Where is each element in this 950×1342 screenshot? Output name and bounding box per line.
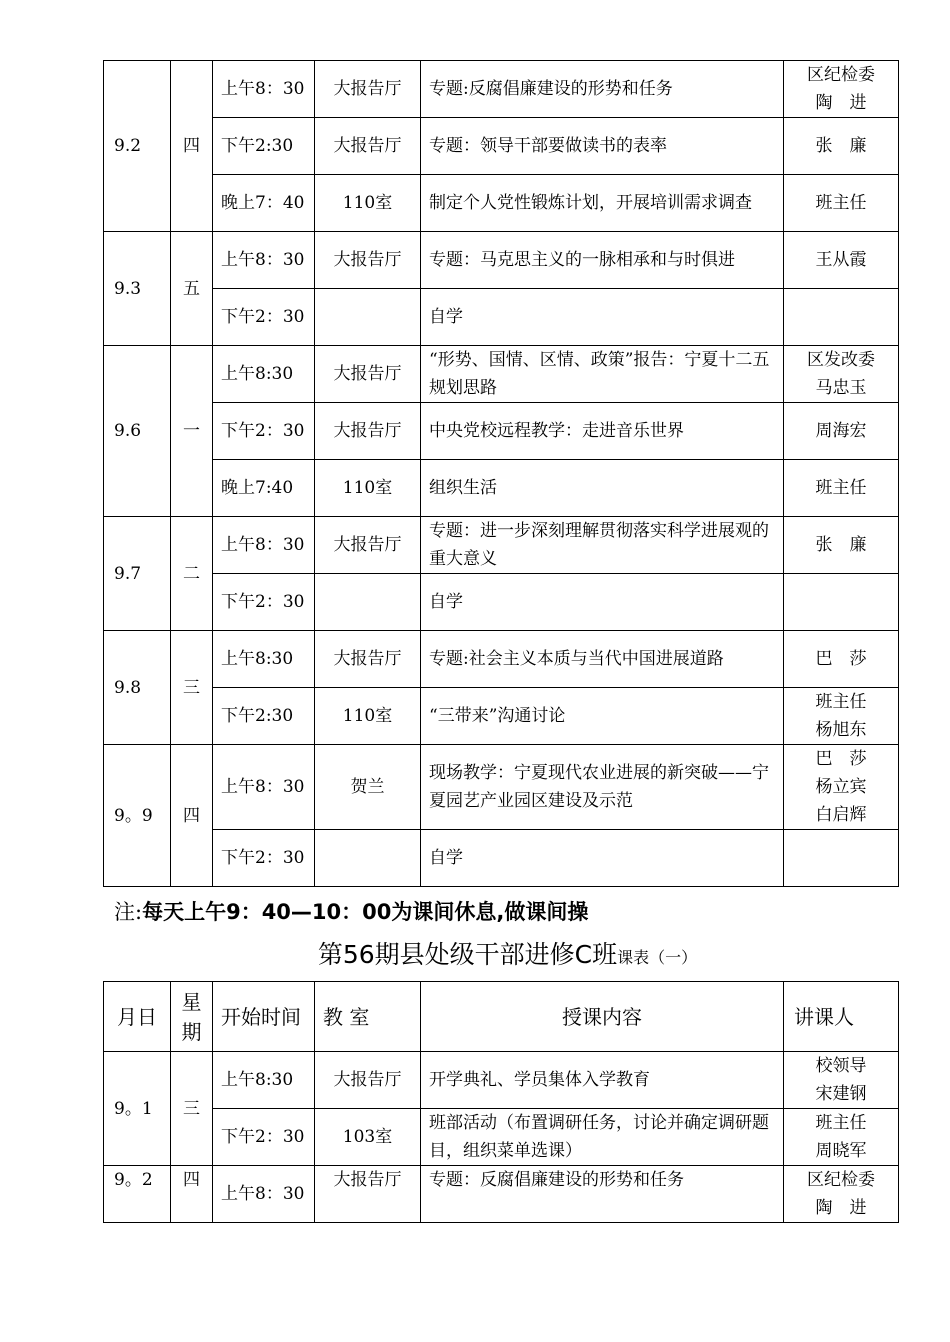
room-cell: 大报告厅	[315, 118, 421, 175]
header-time: 开始时间	[213, 982, 315, 1052]
table-row	[104, 175, 899, 232]
time-cell: 上午8:30	[213, 346, 315, 403]
table-row	[104, 61, 899, 118]
header-weekday: 星期	[171, 982, 213, 1052]
table-row	[104, 1109, 899, 1166]
teacher-line: 区发改委	[807, 350, 875, 370]
teacher-line: 陶 进	[815, 1198, 867, 1218]
teacher-cell	[784, 745, 899, 830]
teacher-line: 班主任	[815, 478, 867, 498]
date-cell: 9.3	[104, 232, 171, 346]
table-row	[104, 1166, 899, 1223]
header-room: 教 室	[315, 982, 421, 1052]
content-cell: 专题:反腐倡廉建设的形势和任务	[421, 61, 784, 118]
content-cell: 班部活动（布置调研任务，讨论并确定调研题目，组织菜单选课）	[421, 1109, 784, 1166]
table-row	[104, 688, 899, 745]
time-cell: 下午2：30	[213, 289, 315, 346]
time-cell: 晚上7：40	[213, 175, 315, 232]
room-cell: 大报告厅	[315, 232, 421, 289]
content-cell: 自学	[421, 574, 784, 631]
content-cell: 自学	[421, 830, 784, 887]
time-cell: 下午2：30	[213, 1109, 315, 1166]
content-cell: 专题：反腐倡廉建设的形势和任务	[421, 1166, 784, 1223]
teacher-line: 班主任	[815, 692, 867, 712]
content-cell: 专题：进一步深刻理解贯彻落实科学进展观的重大意义	[421, 517, 784, 574]
weekday-cell: 三	[171, 1052, 213, 1166]
table-row	[104, 460, 899, 517]
room-cell: 103室	[315, 1109, 421, 1166]
room-cell: 大报告厅	[315, 1166, 421, 1223]
teacher-cell	[784, 631, 899, 688]
time-cell: 上午8：30	[213, 61, 315, 118]
content-cell: “形势、国情、区情、政策”报告：宁夏十二五规划思路	[421, 346, 784, 403]
header-teacher: 讲课人	[784, 982, 899, 1052]
note-text: 每天上午9：40—10：00为课间休息,做课间操	[142, 900, 589, 924]
room-cell: 110室	[315, 688, 421, 745]
content-cell: 中央党校远程教学：走进音乐世界	[421, 403, 784, 460]
title-main: 第56期县处级干部进修C班	[317, 940, 618, 969]
time-cell: 上午8：30	[213, 1166, 315, 1223]
teacher-line: 王从霞	[815, 250, 867, 270]
teacher-line: 张 廉	[815, 136, 867, 156]
teacher-line: 陶 进	[815, 93, 867, 113]
time-cell: 上午8：30	[213, 232, 315, 289]
content-cell: 组织生活	[421, 460, 784, 517]
room-cell: 110室	[315, 175, 421, 232]
teacher-cell	[784, 175, 899, 232]
date-cell: 9。9	[104, 745, 171, 887]
teacher-line: 张 廉	[815, 535, 867, 555]
room-cell	[315, 830, 421, 887]
room-cell: 大报告厅	[315, 346, 421, 403]
content-cell: 现场教学：宁夏现代农业进展的新突破——宁夏园艺产业园区建设及示范	[421, 745, 784, 830]
table-row	[104, 232, 899, 289]
teacher-line: 周晓军	[815, 1141, 867, 1161]
content-cell: 开学典礼、学员集体入学教育	[421, 1052, 784, 1109]
time-cell: 下午2:30	[213, 118, 315, 175]
weekday-cell: 四	[171, 1166, 213, 1223]
teacher-line: 马忠玉	[815, 378, 867, 398]
header-content: 授课内容	[421, 982, 784, 1052]
note-prefix: 注:	[114, 900, 143, 924]
teacher-cell	[784, 61, 899, 118]
table-row	[104, 517, 899, 574]
room-cell	[315, 289, 421, 346]
time-cell: 上午8:30	[213, 631, 315, 688]
teacher-cell	[784, 118, 899, 175]
weekday-cell: 五	[171, 232, 213, 346]
teacher-cell	[784, 346, 899, 403]
teacher-line: 巴 莎	[815, 749, 867, 769]
time-cell: 上午8：30	[213, 745, 315, 830]
time-cell: 下午2：30	[213, 403, 315, 460]
table-row	[104, 1052, 899, 1109]
table-row	[104, 346, 899, 403]
content-cell: 自学	[421, 289, 784, 346]
teacher-line: 宋建钢	[815, 1084, 867, 1104]
teacher-line: 周海宏	[815, 421, 867, 441]
teacher-line: 校领导	[815, 1056, 867, 1076]
room-cell: 大报告厅	[315, 517, 421, 574]
room-cell: 贺兰	[315, 745, 421, 830]
teacher-line: 白启辉	[815, 805, 867, 825]
title-sub: 课表（一）	[617, 948, 698, 967]
content-cell: “三带来”沟通讨论	[421, 688, 784, 745]
date-cell: 9.8	[104, 631, 171, 745]
date-cell: 9.7	[104, 517, 171, 631]
time-cell: 下午2：30	[213, 830, 315, 887]
time-cell: 下午2:30	[213, 688, 315, 745]
weekday-cell: 四	[171, 61, 213, 232]
page-title	[0, 935, 950, 971]
room-cell: 大报告厅	[315, 61, 421, 118]
date-cell: 9.2	[104, 61, 171, 232]
teacher-cell	[784, 688, 899, 745]
teacher-line: 巴 莎	[815, 649, 867, 669]
schedule-table	[103, 981, 899, 1223]
content-cell: 专题：领导干部要做读书的表率	[421, 118, 784, 175]
teacher-cell	[784, 289, 899, 346]
table-row	[104, 289, 899, 346]
table-header-row	[104, 982, 899, 1052]
table-row	[104, 830, 899, 887]
table-row	[104, 631, 899, 688]
table-row	[104, 118, 899, 175]
schedule-table-continued	[103, 60, 899, 887]
teacher-cell	[784, 517, 899, 574]
room-cell: 大报告厅	[315, 1052, 421, 1109]
teacher-line: 班主任	[815, 1113, 867, 1133]
teacher-line: 杨立宾	[815, 777, 867, 797]
date-cell: 9.6	[104, 346, 171, 517]
teacher-cell	[784, 830, 899, 887]
time-cell: 下午2：30	[213, 574, 315, 631]
weekday-cell: 三	[171, 631, 213, 745]
teacher-line: 班主任	[815, 193, 867, 213]
table-row	[104, 403, 899, 460]
teacher-cell	[784, 1109, 899, 1166]
time-cell: 上午8：30	[213, 517, 315, 574]
time-cell: 晚上7:40	[213, 460, 315, 517]
content-cell: 专题：马克思主义的一脉相承和与时俱进	[421, 232, 784, 289]
room-cell	[315, 574, 421, 631]
teacher-line: 区纪检委	[807, 1170, 875, 1190]
teacher-cell	[784, 403, 899, 460]
table-row	[104, 745, 899, 830]
room-cell: 110室	[315, 460, 421, 517]
weekday-cell: 四	[171, 745, 213, 887]
weekday-cell: 二	[171, 517, 213, 631]
room-cell: 大报告厅	[315, 403, 421, 460]
date-cell: 9。2	[104, 1166, 171, 1223]
teacher-cell	[784, 232, 899, 289]
table-row	[104, 574, 899, 631]
teacher-line: 杨旭东	[815, 720, 867, 740]
break-note	[114, 896, 588, 926]
header-date: 月日	[104, 982, 171, 1052]
date-cell: 9。1	[104, 1052, 171, 1166]
teacher-cell	[784, 1166, 899, 1223]
teacher-cell	[784, 1052, 899, 1109]
room-cell: 大报告厅	[315, 631, 421, 688]
time-cell: 上午8:30	[213, 1052, 315, 1109]
content-cell: 制定个人党性锻炼计划，开展培训需求调查	[421, 175, 784, 232]
teacher-line: 区纪检委	[807, 65, 875, 85]
content-cell: 专题:社会主义本质与当代中国进展道路	[421, 631, 784, 688]
teacher-cell	[784, 574, 899, 631]
teacher-cell	[784, 460, 899, 517]
weekday-cell: 一	[171, 346, 213, 517]
